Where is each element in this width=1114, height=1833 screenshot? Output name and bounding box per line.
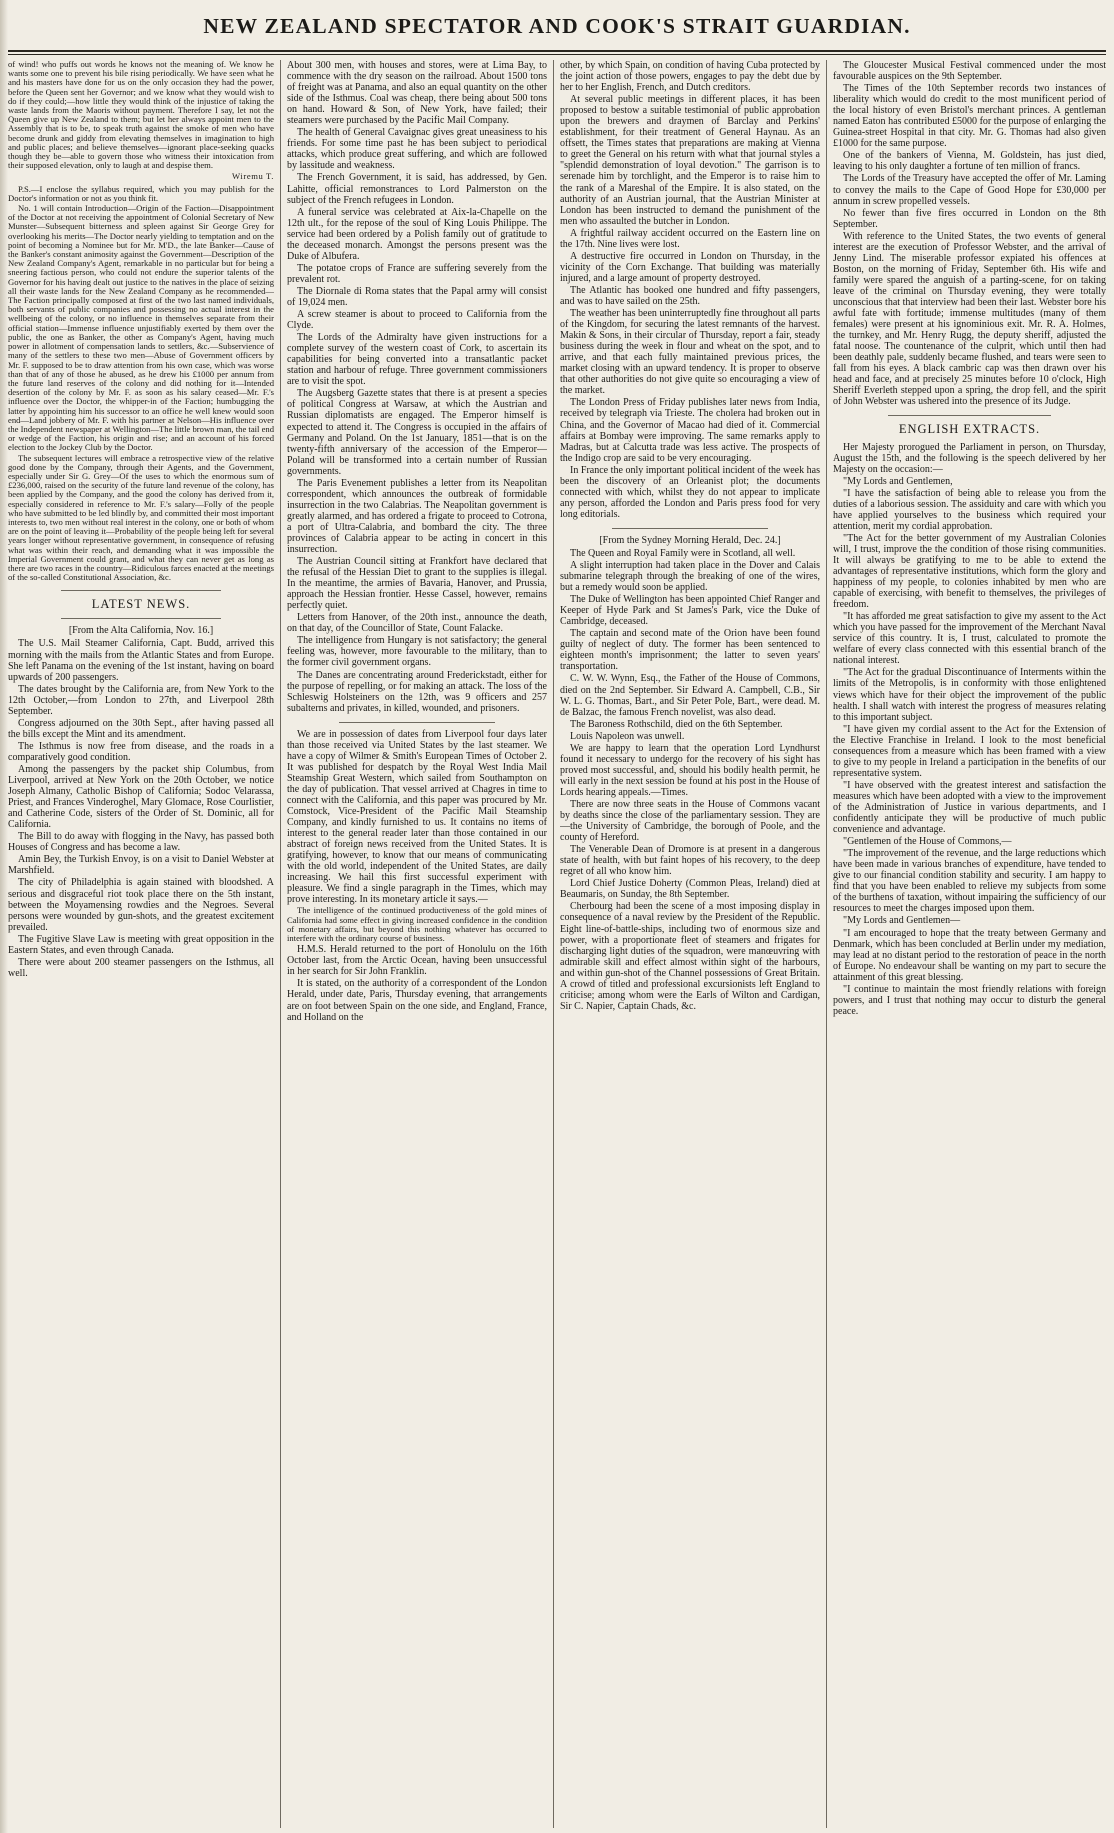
speech-paragraph: "It has afforded me great satisfaction to give my assent to the Act which you have passed for the improvement of the Merchant Naval service of this country. It is, I trust, calculated to promote the welfare of every class connected with this essential branch of the national interest. — [833, 611, 1106, 667]
paragraph: We are happy to learn that the operation Lord Lyndhurst found it necessary to undergo for the recovery of his sight has proved most successful, and, should his bodily health permit, he will early in the next session be found at his post in the House of Lords hearing appeals.—Times. — [560, 742, 820, 798]
paragraph: With reference to the United States, the two events of general interest are the execution of Professor Webster, and the arrival of Jenny Lind. The miserable professor expiated his offences at Boston, on the morning of Friday, September 6th. His wife and family were spared the anguish of a parting-scene, for on taking leave of the criminal on Thursday evening, they were totally unconscious that that interview had been their last. Webster bore his awful fate with fortitude; immense multitudes (many of them females) were present at his ignominious exit. Mr. R. A. Holmes, the turnkey, and Mr. Henry Rugg, the deputy sheriff, adjusted the fatal noose. The countenance of the culprit, which until then had been deathly pale, suddenly became flushed, and tears were seen to fall from his eyes. A black cambric cap was then drawn over his head and face, and at precisely 25 minutes before 10 o'clock, High Sheriff Everleth stepped upon a spring, the drop fell, and the spirit of John Webster was ushered into the presence of its Judge. — [833, 230, 1106, 408]
paragraph: It is stated, on the authority of a correspondent of the London Herald, under date, Paris, Thursday evening, that arrangements are on foot between Spain on the one side, and England, France, and Holland on the — [287, 978, 547, 1023]
paragraph: The dates brought by the California are, from New York to the 12th October,—from London to 27th, and Liverpool 28th September. — [8, 683, 274, 717]
paragraph: The Baroness Rothschild, died on the 6th September. — [570, 718, 783, 730]
paragraph: Louis Napoleon was unwell. — [570, 730, 685, 742]
paragraph: Amin Bey, the Turkish Envoy, is on a visit to Daniel Webster at Marshfield. — [8, 854, 274, 877]
paragraph: C. W. W. Wynn, Esq., the Father of the House of Commons, died on the 2nd September. Sir Edward A. Campbell, C.B., Sir W. L. G. Thomas, Bart., and Sir Peter Pole, Bart., were dead. M. de Balzac, the famous French novelist, was also dead. — [560, 673, 820, 718]
column-rule — [280, 60, 281, 1828]
paragraph: Letters from Hanover, of the 20th inst., announce the death, on that day, of the Councillor of State, Count Falacke. — [287, 612, 547, 635]
paragraph: A funeral service was celebrated at Aix-la-Chapelle on the 12th ult., for the repose of the soul of King Louis Philippe. The service had been ordered by a Polish family out of gratitude to the deceased monarch. Amongst the persons present was the Duke of Albufera. — [287, 206, 547, 262]
column-1 — [8, 60, 274, 1828]
section-divider — [612, 528, 768, 529]
paragraph: In France the only important political incident of the week has been the discovery of an Orleanist plot; the documents connected with which, whilst they do not appear to implicate any person, afforded the London and Paris press food for very long editorials. — [560, 464, 820, 520]
paragraph: A screw steamer is about to proceed to California from the Clyde. — [287, 309, 547, 332]
paragraph: A frightful railway accident occurred on the Eastern line on the 17th. Nine lives were lost. — [560, 227, 820, 250]
masthead-rule — [8, 50, 1106, 52]
speech-salutation: "My Lords and Gentlemen— — [843, 915, 961, 927]
speech-paragraph: "The Act for the better government of my Australian Colonies will, I trust, improve the the condition of those rising communities. It will always be gratifying to me to be able to extend the advantages of representative institutions, which form the glory and happiness of my people, to colonies inhabited by men who are capable of exercising, with benefit to themselves, the privileges of freedom. — [833, 532, 1106, 611]
paragraph: One of the bankers of Vienna, M. Goldstein, has just died, leaving to his only daughter a fortune of ten million of francs. — [833, 150, 1106, 173]
paragraph: P.S.—I enclose the syllabus required, which you may publish for the Doctor's information or not as you think fit. — [8, 183, 274, 203]
paragraph: Her Majesty prorogued the Parliament in person, on Thursday, August the 15th, and the following is the speech delivered by her Majesty on the occasion:— — [833, 441, 1106, 475]
paragraph: The Danes are concentrating around Frederickstadt, either for the purpose of repelling, or for making an attack. The loss of the Schleswig Holsteiners on the 12th, was 9 officers and 257 subalterns and privates, in killed, wounded, and prisoners. — [287, 669, 547, 714]
source-line: [From the Alta California, Nov. 16.] — [68, 625, 214, 637]
paragraph: The French Government, it is said, has addressed, by Gen. Lahitte, official remonstrances to Lord Palmerston on the subject of the French refugees in London. — [287, 172, 547, 206]
paragraph: The Queen and Royal Family were in Scotland, all well. — [570, 547, 796, 559]
syllabus-paragraph: No. 1 will contain Introduction—Origin of the Faction—Disappointment of the Doctor at not receiving the appointment of Colonial Secretary of New Munster—Subsequent bitterness and spleen against Sir George Grey for overlooking his merits—The Doctor nearly yielding to temptation and on the point of becoming a Nominee but for Mr. M'D., the late Banker—Cause of the Banker's constant animosity against the Government—Description of the New Zealand Company's Agent, remarkable in no particular but for being a sneering factious person, who could not endure the superior talents of the Governor for his having dealt out justice to the natives in the place of seizing all their waste lands for the New Zealand Company as he recommended—The Faction principally composed at first of the two last named individuals, both servants of public companies and possessing no actual interest in the wellbeing of the colony, or no influence in themselves separate from their official station—Immense influence unjustifiably exerted by them over the public, the one as Banker, the other as Company's Agent, having much power in allotment of compensation lands to settlers, &c.—Subservience of many of the settlers to these two men—Abuse of Government officers by Mr. F. supposed to be to draw attention from his own case, which was worse than that of any of those he abused, as he drew his £1000 per annum from the future land reserves of the colony and did nothing for it—Intended desertion of the colony by Mr. F. as soon as his salary ceased—Mr. F.'s influence over the Doctor, the whipper-in of the Faction; humbugging the latter by appointing him his successor to an office he well knew would soon end—Land jobbery of Mr. F. with his partner at Nelson—His influence over the Independent newspaper at Wellington—The little brown man, the tail end or wedge of the Faction, his origin and rise; and an account of his forced election to the Jockey Club by the Doctor. — [8, 203, 274, 453]
paragraph: The U.S. Mail Steamer California, Capt. Budd, arrived this morning with the mails from the Atlantic States and from Europe. She left Panama on the evening of the 1st instant, having on board upwards of 200 passengers. — [8, 638, 274, 683]
speech-paragraph: "I have observed with the greatest interest and satisfaction the measures which have been adopted with a view to the improvement of the Administration of Justice in various departments, and I confidently anticipate they will be productive of much public convenience and advantage. — [833, 779, 1106, 836]
paragraph: The intelligence from Hungary is not satisfactory; the general feeling was, however, more favourable to the military, than to the former civil government organs. — [287, 635, 547, 669]
speech-paragraph: "I have given my cordial assent to the Act for the Extension of the Elective Franchise in Ireland. I look to the most beneficial consequences from a measure which has been framed with a view to give to my people in Ireland a participation in the benefits of our representative system. — [833, 723, 1106, 779]
paragraph: There are now three seats in the House of Commons vacant by deaths since the close of the parliamentary session. They are—the University of Cambridge, the borough of Poole, and the county of Hereford. — [560, 799, 820, 844]
paragraph: A slight interruption had taken place in the Dover and Calais submarine telegraph through the breaking of one of the wires, but a remedy would soon be applied. — [560, 560, 820, 594]
column-rule — [553, 60, 554, 1828]
paragraph: The Atlantic has booked one hundred and fifty passengers, and was to have sailed on the 25th. — [560, 284, 820, 307]
section-divider — [888, 415, 1052, 416]
paragraph: The Austrian Council sitting at Frankfort have declared that the refusal of the Hessian Diet to grant to the supplies is illegal. In the meantime, the armies of Bavaria, Hanover, and Prussia, approach the Hessian frontier. Hesse Cassel, however, remains perfectly quiet. — [287, 556, 547, 612]
paragraph: The Duke of Wellington has been appointed Chief Ranger and Keeper of Hyde Park and St James's Park, vice the Duke of Cambridge, deceased. — [560, 594, 820, 628]
paragraph: The Lords of the Treasury have accepted the offer of Mr. Laming to convey the mails to the Cape of Good Hope for £30,000 per annum in screw propelled vessels. — [833, 173, 1106, 207]
section-divider — [61, 590, 221, 591]
quoted-paragraph: The intelligence of the continued productiveness of the gold mines of California had some effect in giving increased confidence in the condition of monetary affairs, but beyond this nothing whatever has occurred to interfere with the ordinary course of business. — [287, 905, 547, 944]
paragraph: The London Press of Friday publishes later news from India, received by telegraph via Trieste. The cholera had broken out in China, and the Governor of Macao had died of it. Commercial affairs at Bombay were improving. The same remarks apply to Madras, but at Calcutta trade was less active. The prospects of the Indigo crop are said to be very encouraging. — [560, 397, 820, 464]
speech-salutation: "My Lords and Gentlemen, — [843, 475, 953, 487]
paragraph: We are in possession of dates from Liverpool four days later than those received via United States by the last steamer. We have a copy of Wilmer & Smith's European Times of October 2. It was published for despatch by the Royal West India Mail Steamship Great Western, which sailed from Southampton on the day of publication. That vessel arrived at Chagres in time to connect with the California, and this paper was procured by Mr. Comstock, Vice-President of the Pacific Mail Steamship Company, and kindly furnished to us. It contains no items of interest to the general reader later than those contained in our abstract of foreign news received from the United States. It is gratifying, however, to know that our means of communicating with the old world, independent of the United States, are daily increasing. We hail this first successful experiment with pleasure. We find a single paragraph in the Times, which may prove interesting. In its monetary article it says.— — [287, 728, 547, 906]
signature: Wiremu T. — [232, 171, 274, 182]
section-heading: ENGLISH EXTRACTS. — [898, 422, 1041, 437]
paragraph: The weather has been uninterruptedly fine throughout all parts of the Kingdom, for securing the latest remnants of the harvest. Makin & Sons, in their circular of Thursday, report a fair, steady business during the week in flour and wheat on the spot, and to arrive, and that each fully maintained previous prices, the market closing with an upward tendency. It is proper to observe that other authorities do not give quite so encouraging a view of the market. — [560, 308, 820, 397]
paragraph: No fewer than five fires occurred in London on the 8th September. — [833, 207, 1106, 230]
paragraph: The potatoe crops of France are suffering severely from the prevalent rot. — [287, 262, 547, 285]
paragraph: A destructive fire occurred in London on Thursday, in the vicinity of the Corn Exchange. That building was materially injured, and a large amount of property destroyed. — [560, 250, 820, 284]
paragraph: The Venerable Dean of Dromore is at present in a dangerous state of health, with but faint hopes of his recovery, to the deep regret of all who know him. — [560, 844, 820, 878]
speech-salutation: "Gentlemen of the House of Commons,— — [843, 836, 1012, 848]
paragraph: The Isthmus is now free from disease, and the roads in a comparatively good condition. — [8, 740, 274, 763]
speech-paragraph: "I continue to maintain the most friendly relations with foreign powers, and I trust that nothing may occur to disturb the general peace. — [833, 983, 1106, 1017]
paragraph: H.M.S. Herald returned to the port of Honolulu on the 16th October last, from the Arctic Ocean, having been unsuccessful in her search for Sir John Franklin. — [287, 944, 547, 978]
article-columns — [8, 60, 1106, 1828]
masthead-rule-thin — [8, 54, 1106, 55]
paragraph: About 300 men, with houses and stores, were at Lima Bay, to commence with the dry season on the railroad. About 1500 tons of freight was at Panama, and also an equal quantity on the other side of the Isthmus. Coal was cheap, there being about 500 tons on hand. Howard & Son, of New York, have failed; their steamers were purchased by the Pacific Mail Company. — [287, 60, 547, 127]
speech-paragraph: "The Act for the gradual Discontinuance of Interments within the limits of the Metropolis, is in conformity with those enlightened views which have for their object the improvement of the public health. I shall watch with interest the progress of measures relating to this important subject. — [833, 667, 1106, 723]
paragraph: Among the passengers by the packet ship Columbus, from Liverpool, arrived at New York on the 20th October, we notice Joseph Almany, Catholic Bishop of California; Sodoc Velarassa, Priest, and Frances Vinderoghel, Mary Glomace, Rose Courlistier, and Catherine Code, sisters of the Order of St. Dominic, all for California. — [8, 763, 274, 831]
paragraph: The captain and second mate of the Orion have been found guilty of neglect of duty. The former has been sentenced to eighteen month's imprisonment; the latter to seven years' transportation. — [560, 628, 820, 673]
paragraph: The health of General Cavaignac gives great uneasiness to his friends. For some time past he has been subject to periodical attacks, which produce great suffering, and which are followed by lassitude and weakness. — [287, 127, 547, 172]
paragraph: The Augsberg Gazette states that there is at present a species of political Congress at Warsaw, at which the Austrian and Russian diplomatists are engaged. The Emperor himself is expected to attend it. The Congress is occupied in the affairs of Germany and Poland. On the 1st January, 1851—that is on the twenty-fifth anniversary of the accession of the Emperor—Poland will be transformed into a certain number of Russian governments. — [287, 388, 547, 477]
section-divider — [339, 722, 495, 723]
page-edge-shadow — [0, 0, 8, 1833]
paragraph: The city of Philadelphia is again stained with bloodshed. A serious and disgraceful riot took place there on the 5th instant, between the Moyamensing rowdies and the Negroes. Several persons were wounded by gun-shots, and the greatest excitement prevailed. — [8, 877, 274, 933]
paragraph: The Fugitive Slave Law is meeting with great opposition in the Eastern States, and even through Canada. — [8, 933, 274, 956]
paragraph: At several public meetings in different places, it has been proposed to bestow a suitable testimonial of public approbation upon the brewers and draymen of Barclay and Perkins' establishment, for their treatment of General Haynau. As an offsett, the Times states that preparations are making at Vienna to greet the General on his return with what that journal styles a "splendid demonstration of loyal devotion." The garrison is to serenade him by torchlight, and the Emperor is to raise him to the rank of a Mareshal of the Empire. It is also stated, on the authority of an Austrian journal, that the Austrian Minister at London has been instructed to demand the punishment of the men who assaulted the butcher in London. — [560, 94, 820, 227]
source-line: [From the Sydney Morning Herald, Dec. 24.] — [599, 534, 781, 546]
paragraph: The Gloucester Musical Festival commenced under the most favourable auspices on the 9th September. — [833, 60, 1106, 83]
paragraph: The subsequent lectures will embrace a retrospective view of the relative good done by the Company, through their Agents, and the Government, especially under Sir G. Grey—Of the uses to which the enormous sum of £236,000, raised on the security of the future land revenue of the colony, has been applied by the Company, and the good the colony has derived from it, especially considered in reference to Mr. F.'s salary—Folly of the people who have submitted to be led blindly by, and committed their most important interests to, two men without real interest in the colony, one or both of whom are on the point of leaving it—Probability of the people being left for several years longer without representative government, in consequence of refusing what was within their reach, and demanding what it was impossible the Imperial Government could grant, and what they can never get as long as there are two races in the country—Ridiculous farces enacted at the meetings of the so-called Constitutional Association, &c. — [8, 452, 274, 583]
speech-paragraph: "I have the satisfaction of being able to release you from the duties of a laborious session. The assiduity and care with which you have applied yourselves to the business which required your attention, merit my cordial approbation. — [833, 487, 1106, 532]
masthead: NEW ZEALAND SPECTATOR AND COOK'S STRAIT GUARDIAN. — [203, 14, 911, 38]
speech-paragraph: "I am encouraged to hope that the treaty between Germany and Denmark, which has been concluded at Berlin under my mediation, may lead at no distant period to the restoration of peace in the north of Europe. No endeavour shall be wanting on my part to secure the attainment of this great blessing. — [833, 927, 1106, 983]
column-3 — [560, 60, 820, 1828]
paragraph: The Bill to do away with flogging in the Navy, has passed both Houses of Congress and has become a law. — [8, 831, 274, 854]
paragraph: Lord Chief Justice Doherty (Common Pleas, Ireland) died at Beaumaris, on Sunday, the 8th September. — [560, 878, 820, 901]
paragraph: other, by which Spain, on condition of having Cuba protected by the joint action of those powers, engages to pay the debt due by her to her English, French, and Dutch creditors. — [560, 60, 820, 94]
paragraph: The Lords of the Admiralty have given instructions for a complete survey of the western coast of Cork, to ascertain its capabilities for being converted into a transatlantic packet station and harbour of refuge. Three government commissioners are to visit the spot. — [287, 332, 547, 388]
section-divider — [61, 618, 221, 619]
paragraph: of wind! who puffs out words he knows not the meaning of. We know he wants some one to prevent his bile rising periodically. We have seen what he and his masters have done for us on the only occasion they had the power, before the Queen sent her Governor; and we know what they would wish to do if they could;—how little they would think of the injustice of taking the waste lands from the Maoris without payment. Therefore I say, let not the Queen give up New Zealand to them; but let her always appoint men to the Assembly that is to be, to speak truth against the smoke of men who have become drunk and giddy from elevating themselves in imagination to high and public places; and believe themselves—ignorant place-seeking quacks though they be—able to govern those who witness their intoxication from their supposed elevation, only to laugh at and despise them. — [8, 60, 274, 171]
column-4 — [833, 60, 1106, 1828]
speech-paragraph: "The improvement of the revenue, and the large reductions which have been made in various branches of expenditure, have tended to give to our financial condition stability and security. I am happy to find that you have been enabled to relieve my subjects from some of the burthens of taxation, without impairing the sufficiency of our resources to meet the charges imposed upon them. — [833, 848, 1106, 915]
paragraph: Cherbourg had been the scene of a most imposing display in consequence of a naval review by the President of the Republic. Eight line-of-battle-ships, including two of enormous size and power, with a proportionate fleet of steamers and frigates for discharging light duties of the squadron, were manœuvring with admirable skill and effect almost within sight of the harbours, and within gun-shot of the Channel possessions of Great Britain. A crowd of titled and professional excursionists left England to criticise; among whom were the Earls of Wilton and Cardigan, Sir C. Napier, Captain Chads, &c. — [560, 901, 820, 1012]
paragraph: The Times of the 10th September records two instances of liberality which would do credit to the most munificent period of the local history of even Bristol's merchant princes. A gentleman named Eaton has contributed £5000 for the purpose of enlarging the Guinea-street Hospital in that city. Mr. G. Thomas had also given £1000 for the same purpose. — [833, 83, 1106, 150]
section-heading: LATEST NEWS. — [91, 597, 191, 612]
paragraph: There were about 200 steamer passengers on the Isthmus, all well. — [8, 956, 274, 979]
paragraph: Congress adjourned on the 30th Sept., after having passed all the bills except the Mint and its amendment. — [8, 717, 274, 740]
paragraph: The Paris Evenement publishes a letter from its Neapolitan correspondent, which announces the outbreak of formidable insurrection in the two Calabrias. The Neapolitan government is greatly alarmed, and has ordered a frigate to proceed to Cotrona, a port of Ultra-Calabria, and bombard the city. The three provinces of Calabria appear to be acting in concert in this insurrection. — [287, 477, 547, 556]
column-2 — [287, 60, 547, 1828]
paragraph: The Diornale di Roma states that the Papal army will consist of 19,024 men. — [287, 285, 547, 308]
column-rule — [826, 60, 827, 1828]
